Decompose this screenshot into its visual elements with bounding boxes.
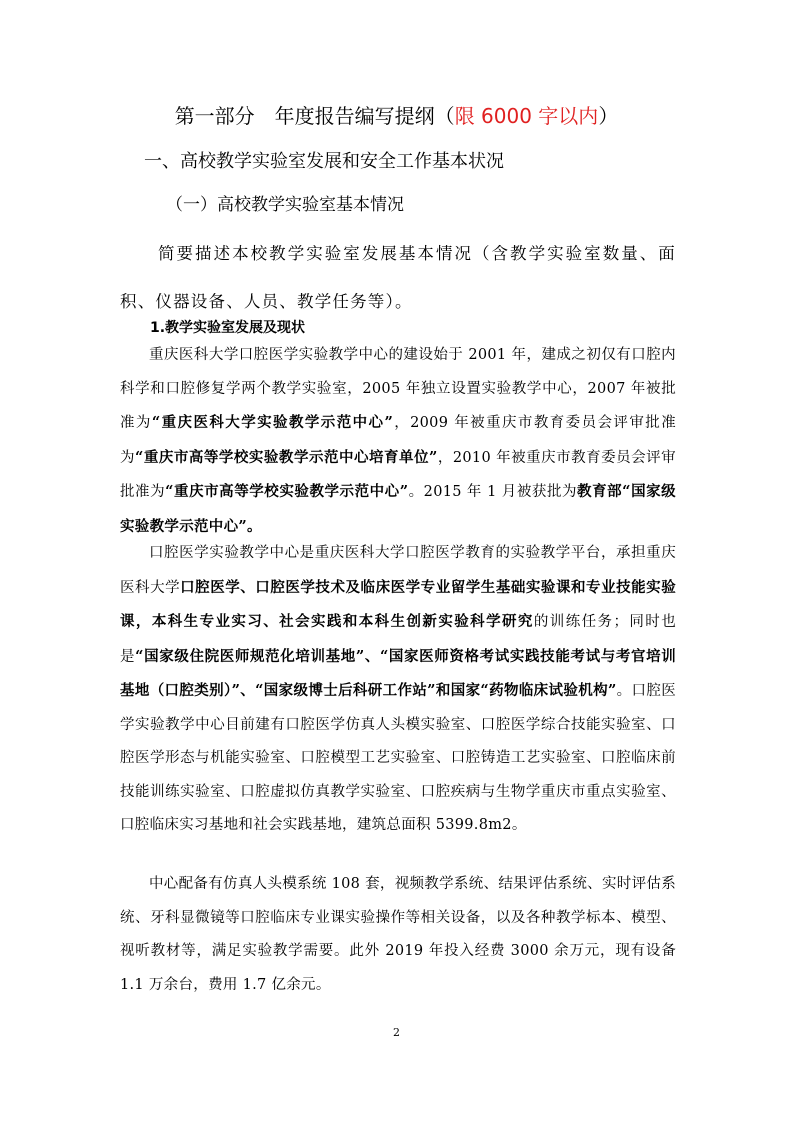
para2-bold-1: 口腔医学、口腔医学技术及临床医学专业留学生基础实验课和专业技能实验课，本科生专业实习、社会实践和本科生创新实验科学研究 bbox=[120, 578, 676, 630]
para1-text-3: ，2010 年被重庆市教育委员会评审批准为 bbox=[120, 449, 676, 500]
para1-text-4: 。2015 年 1 月被获批为 bbox=[408, 484, 578, 500]
word-limit-note: 限 6000 字以内 bbox=[454, 104, 599, 128]
page-number: 2 bbox=[393, 1026, 400, 1039]
section-title bbox=[0, 101, 793, 131]
paragraph-platform bbox=[120, 537, 676, 843]
para2-bold-2: “国家级住院医师规范化培训基地”、“国家医师资格考试实践技能考试与考官培训基地（口腔类别）”、“国家级博士后科研工作站”和国家“药物临床试验机构” bbox=[120, 647, 676, 699]
paragraph-history bbox=[120, 339, 676, 544]
heading-level-2: （一）高校教学实验室基本情况 bbox=[166, 195, 404, 215]
para2-text-3: 。口腔医学实验教学中心目前建有口腔医学仿真人头模实验室、口腔医学综合技能实验室、口腔医学形态与机能实验室、口腔模型工艺实验室、口腔铸造工艺实验室、口腔临床前技能训练实验室、口腔虚拟仿真教学实验室、口腔疾病与生物学重庆市重点实验室、口腔临床实习基地和社会实践基地，建筑总面积 5399.8m2。 bbox=[120, 683, 677, 833]
heading-level-3: 1.教学实验室发展及现状 bbox=[150, 320, 306, 336]
para1-text-2: ，2009 年被重庆市教育委员会评审批准为 bbox=[120, 415, 676, 466]
para1-text-1: 重庆医科大学口腔医学实验教学中心的建设始于 2001 年，建成之初仅有口腔内科学和口腔修复学两个教学实验室，2005 年独立设置实验教学中心，2007 年被批准为 bbox=[120, 347, 676, 431]
para1-bold-4: 教育部“国家级实验教学示范中心”。 bbox=[120, 483, 676, 535]
paragraph-equipment: 中心配备有仿真人头模系统 108 套，视频教学系统、结果评估系统、实时评估系统、牙科显微镜等口腔临床专业课实验操作等相关设备，以及各种教学标本、模型、视听教材等，满足实验教学需要。此外 2019 年投入经费 3000 余万元，现有设备 1.1 万余台，费用 1.7 亿余元。 bbox=[120, 876, 676, 993]
section-title-close: ） bbox=[598, 104, 619, 128]
intro-paragraph: 简要描述本校教学实验室发展基本情况（含教学实验室数量、面积、仪器设备、人员、教学任务等）。 bbox=[120, 244, 676, 311]
para2-text-1: 口腔医学实验教学中心是重庆医科大学口腔医学教育的实验教学平台，承担重庆医科大学 bbox=[120, 545, 676, 596]
heading-level-1: 一、高校教学实验室发展和安全工作基本状况 bbox=[144, 151, 504, 172]
para2-text-2: 的训练任务；同时也是 bbox=[120, 614, 676, 665]
section-title-main: 第一部分 年度报告编写提纲（ bbox=[174, 104, 455, 128]
para1-bold-3: “重庆市高等学校实验教学示范中心” bbox=[165, 483, 409, 500]
para1-bold-1: “重庆医科大学实验教学示范中心” bbox=[151, 414, 394, 431]
para1-bold-2: “重庆市高等学校实验教学示范中心培育单位” bbox=[135, 448, 438, 466]
